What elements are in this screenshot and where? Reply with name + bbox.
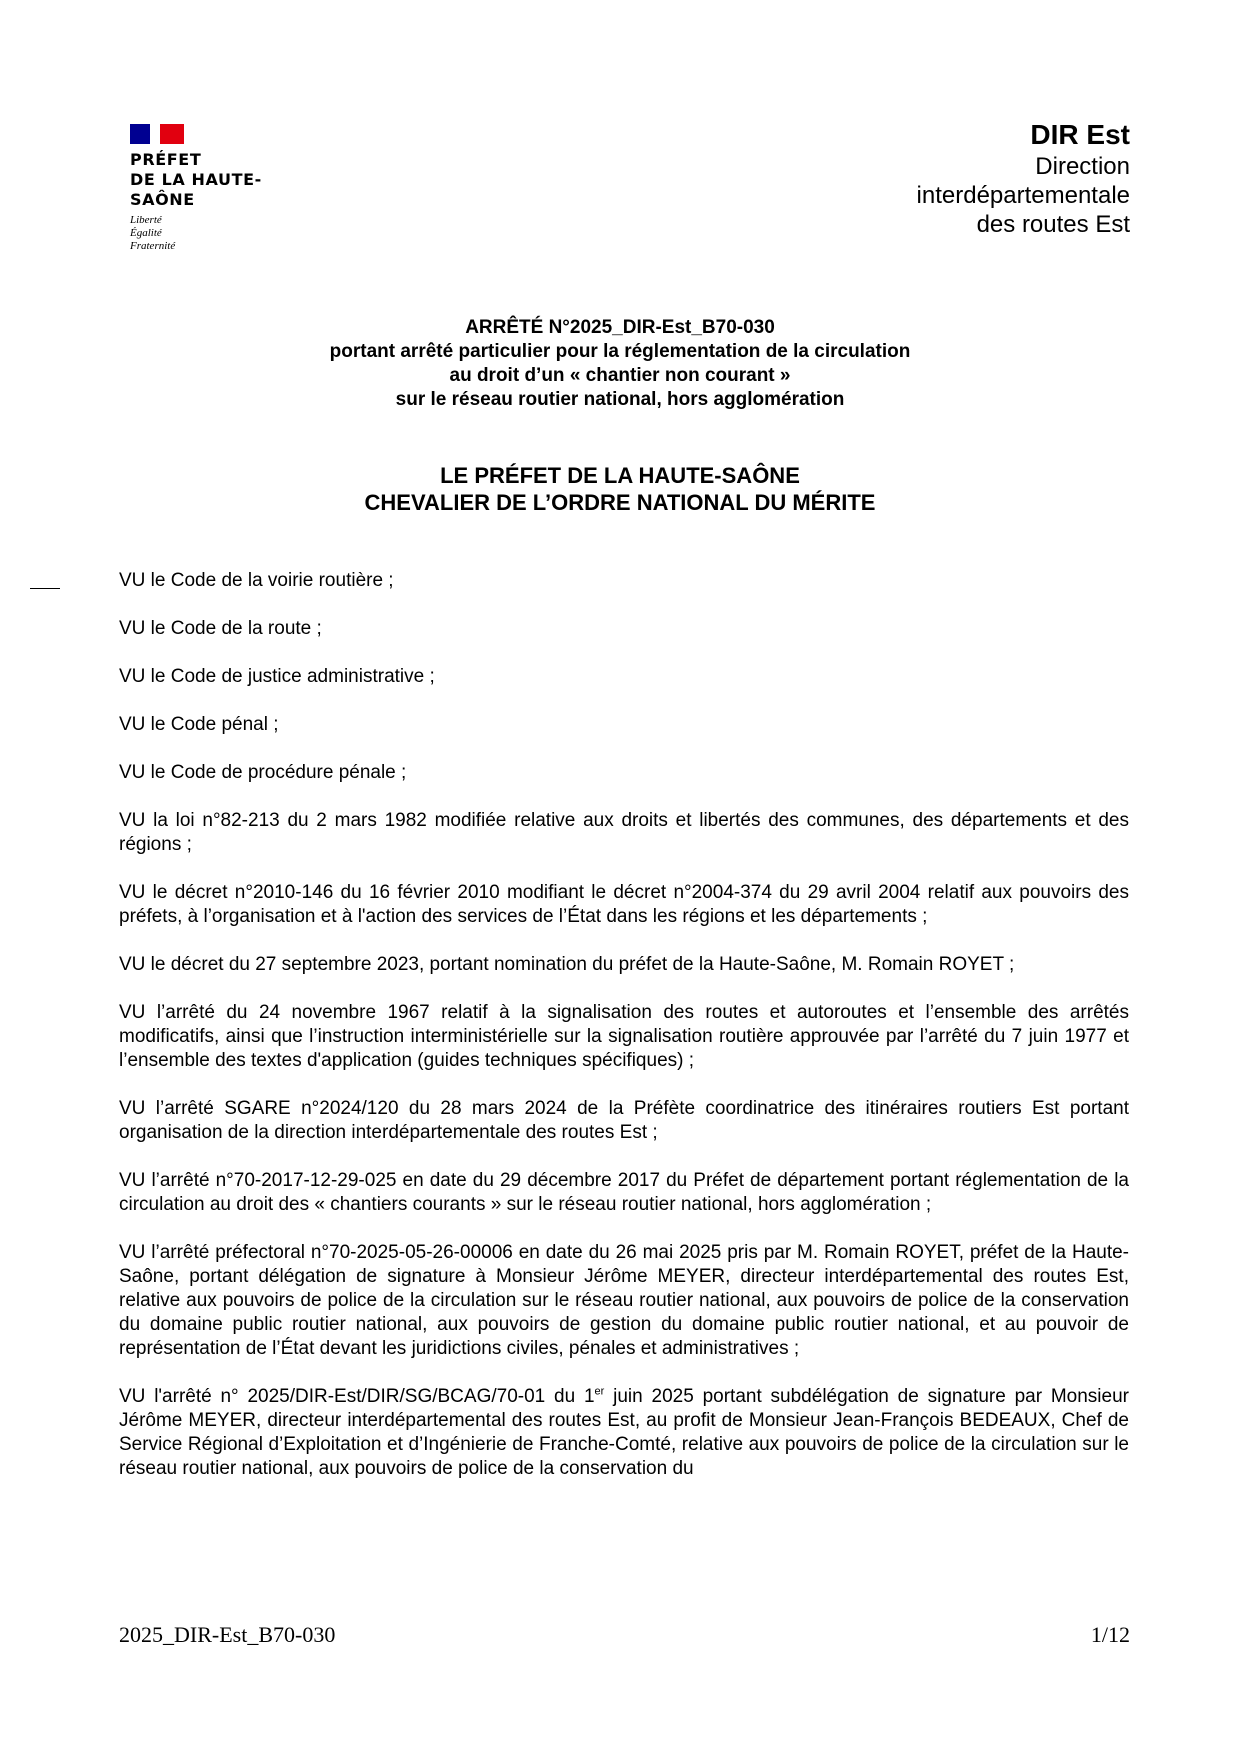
visa-paragraph	[119, 1385, 1129, 1481]
visa-paragraph: VU le décret n°2010-146 du 16 février 2010 modifiant le décret n°2004-374 du 29 avril 2004 relatif aux pouvoirs des préfets, à l’organisation et à l'action des services de l’État dans les régions et les départements ;	[119, 882, 1129, 927]
arrete-subject-line: au droit d’un « chantier non courant »	[449, 365, 791, 386]
issuer-subtitle: Direction interdépartementale des routes Est	[916, 153, 1130, 238]
visa-paragraph: VU la loi n°82-213 du 2 mars 1982 modifiée relative aux droits et libertés des communes, des départements et des régions ;	[119, 810, 1129, 855]
margin-mark	[30, 588, 60, 589]
prefet-distinction: CHEVALIER DE L’ORDRE NATIONAL DU MÉRITE	[364, 490, 876, 515]
page-number: 1/12	[1090, 1622, 1130, 1647]
visa-paragraph: VU le Code de la route ;	[119, 618, 322, 639]
visas-section	[119, 569, 1129, 1505]
issuer-title: DIR Est	[1030, 119, 1130, 150]
visa-paragraph: VU le Code de procédure pénale ;	[119, 762, 407, 783]
arrete-subject-line: sur le réseau routier national, hors agglomération	[395, 389, 845, 410]
visa-paragraph: VU le Code de la voirie routière ;	[119, 570, 394, 591]
visa-paragraph: VU l’arrêté n°70-2017-12-29-025 en date du 29 décembre 2017 du Préfet de département portant réglementation de la circulation au droit des « chantiers courants » sur le réseau routier national, hors agglomération ;	[119, 1170, 1129, 1215]
marianne-logo	[130, 124, 290, 253]
visa-paragraph: VU l’arrêté du 24 novembre 1967 relatif à la signalisation des routes et autoroutes et l’ensemble des arrêtés modificatifs, ainsi que l’instruction interministérielle sur la signalisation routière approuvée par l’arrêté du 7 juin 1977 et l’ensemble des textes d'application (guides techniques spécifiques) ;	[119, 1002, 1129, 1071]
visa-paragraph: VU l’arrêté SGARE n°2024/120 du 28 mars 2024 de la Préfète coordinatrice des itinéraires routiers Est portant organisation de la direction interdépartementale des routes Est ;	[119, 1098, 1129, 1143]
issuer-block	[890, 118, 1130, 239]
prefecture-name: PRÉFET DE LA HAUTE- SAÔNE	[130, 150, 262, 209]
arrete-heading	[120, 316, 1120, 412]
marianne-flag-icon	[130, 124, 184, 144]
footer-reference: 2025_DIR-Est_B70-030	[119, 1622, 336, 1647]
arrete-number: ARRÊTÉ N°2025_DIR-Est_B70-030	[465, 317, 775, 338]
visa-paragraph: VU le Code de justice administrative ;	[119, 666, 435, 687]
visa-paragraph: VU le décret du 27 septembre 2023, portant nomination du préfet de la Haute-Saône, M. Romain ROYET ;	[119, 954, 1015, 975]
ordinal-suffix: er	[594, 1385, 605, 1398]
visa-text: VU l'arrêté n° 2025/DIR-Est/DIR/SG/BCAG/70-01 du 1	[119, 1386, 595, 1407]
visa-paragraph: VU le Code pénal ;	[119, 714, 279, 735]
visa-text: juin 2025 portant subdélégation de signature par Monsieur Jérôme MEYER, directeur interdépartemental des routes Est, au profit de Monsieur Jean-François BEDEAUX, Chef de Service Régional d’Exploitation et d’Ingénierie de Franche-Comté, relative aux pouvoirs de police de la circulation sur le réseau routier national, aux pouvoirs de police de la conservation du	[119, 1386, 1129, 1479]
prefet-title: LE PRÉFET DE LA HAUTE-SAÔNE	[440, 463, 800, 488]
visa-paragraph: VU l’arrêté préfectoral n°70-2025-05-26-00006 en date du 26 mai 2025 pris par M. Romain ROYET, préfet de la Haute-Saône, portant délégation de signature à Monsieur Jérôme MEYER, directeur interdépartemental des routes Est, relative aux pouvoirs de police de la circulation sur le réseau routier national, aux pouvoirs de police de la conservation du domaine public routier national, aux pouvoirs de gestion du domaine public routier national, et au pouvoir de représentation de l’État devant les juridictions civiles, pénales et administratives ;	[119, 1242, 1129, 1359]
prefet-heading	[120, 462, 1120, 516]
republic-motto: Liberté Égalité Fraternité	[130, 214, 176, 252]
arrete-subject-line: portant arrêté particulier pour la réglementation de la circulation	[329, 341, 911, 362]
